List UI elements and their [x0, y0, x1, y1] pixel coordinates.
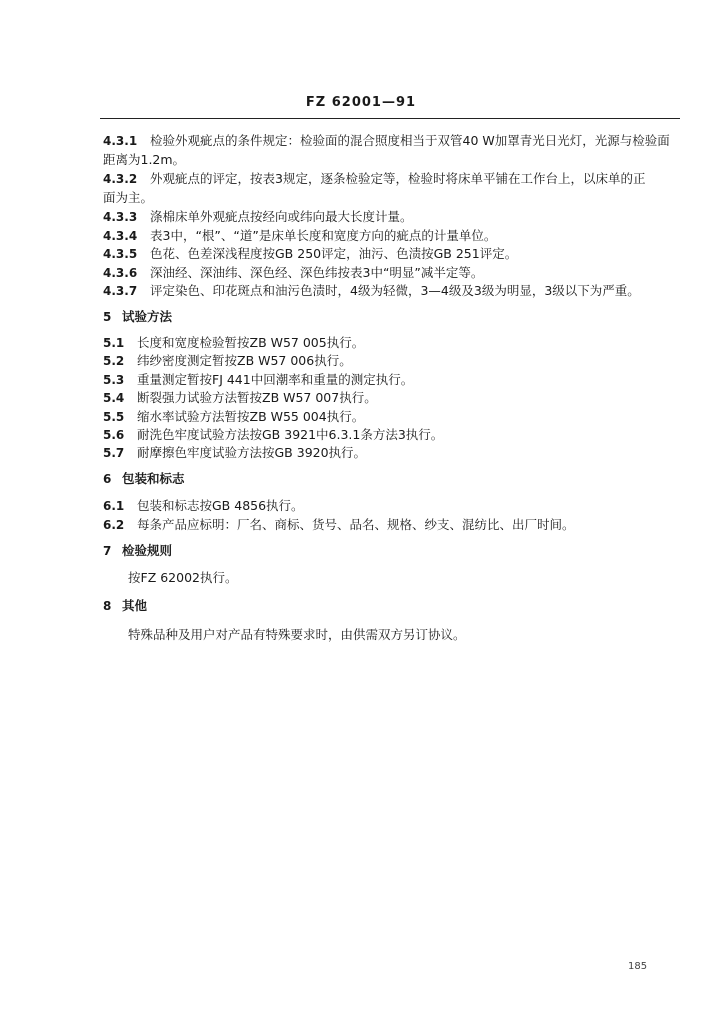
header-rule [100, 118, 680, 119]
section-8-text: 特殊品种及用户对产品有特殊要求时，由供需双方另订协议。 [128, 627, 466, 642]
section-8-title: 其他 [122, 598, 148, 613]
clause-4-3-4-number: 4.3.4 [103, 229, 138, 243]
section-7-title: 检验规则 [122, 543, 173, 558]
clause-4-3-6-text: 深油经、深油纬、深色经、深色纬按表3中“明显”减半定等。 [150, 265, 484, 280]
clause-4-3-7-text: 评定染色、印花斑点和油污色渍时，4级为轻微，3—4级及3级为明显，3级以下为严重。 [150, 283, 640, 298]
section-8-number: 8 [103, 599, 112, 613]
clause-4-3-3-text: 涤棉床单外观疵点按经向或纬向最大长度计量。 [150, 209, 413, 224]
clause-6-2-number: 6.2 [103, 518, 125, 532]
clause-5-1-text: 长度和宽度检验暂按ZB W57 005执行。 [137, 335, 365, 350]
clause-5-6-number: 5.6 [103, 428, 125, 442]
clause-5-3-number: 5.3 [103, 373, 125, 387]
clause-5-1-number: 5.1 [103, 336, 125, 350]
clause-4-3-1-number: 4.3.1 [103, 134, 138, 148]
clause-4-3-7-number: 4.3.7 [103, 284, 138, 298]
section-6-title: 包装和标志 [122, 471, 185, 486]
clause-4-3-5-number: 4.3.5 [103, 247, 138, 261]
clause-4-3-2-number: 4.3.2 [103, 172, 138, 186]
section-7-text: 按FZ 62002执行。 [128, 570, 238, 585]
clause-4-3-6-number: 4.3.6 [103, 266, 138, 280]
clause-6-1-text: 包装和标志按GB 4856执行。 [137, 498, 304, 513]
clause-5-2-text: 纬纱密度测定暂按ZB W57 006执行。 [137, 353, 352, 368]
clause-5-3-text: 重量测定暂按FJ 441中回潮率和重量的测定执行。 [137, 372, 414, 387]
clause-6-1-number: 6.1 [103, 499, 125, 513]
section-5-title: 试验方法 [122, 309, 173, 324]
clause-4-3-2-text-line1: 外观疵点的评定，按表3规定，逐条检验定等，检验时将床单平铺在工作台上，以床单的正 [150, 171, 646, 186]
clause-5-2-number: 5.2 [103, 354, 125, 368]
clause-4-3-2-text-line2: 面为主。 [103, 190, 154, 205]
clause-4-3-3-number: 4.3.3 [103, 210, 138, 224]
clause-4-3-4-text: 表3中，“根”、“道”是床单长度和宽度方向的疵点的计量单位。 [150, 228, 497, 243]
clause-5-7-number: 5.7 [103, 446, 125, 460]
clause-5-7-text: 耐摩擦色牢度试验方法按GB 3920执行。 [137, 445, 367, 460]
clause-4-3-5-text: 色花、色差深浅程度按GB 250评定，油污、色渍按GB 251评定。 [150, 246, 518, 261]
clause-5-4-number: 5.4 [103, 391, 125, 405]
section-7-number: 7 [103, 544, 112, 558]
clause-5-6-text: 耐洗色牢度试验方法按GB 3921中6.3.1条方法3执行。 [137, 427, 444, 442]
page-number: 185 [628, 961, 648, 972]
clause-6-2-text: 每条产品应标明：厂名、商标、货号、品名、规格、纱支、混纺比、出厂时间。 [137, 517, 575, 532]
document-code-header: FZ 62001—91 [305, 95, 417, 110]
clause-5-5-text: 缩水率试验方法暂按ZB W55 004执行。 [137, 409, 365, 424]
clause-5-4-text: 断裂强力试验方法暂按ZB W57 007执行。 [137, 390, 377, 405]
clause-4-3-1-text-line2: 距离为1.2m。 [103, 152, 186, 167]
section-6-number: 6 [103, 472, 112, 486]
clause-4-3-1-text-line1: 检验外观疵点的条件规定：检验面的混合照度相当于双管40 W加罩青光日光灯，光源与检验面 [150, 133, 670, 148]
section-5-number: 5 [103, 310, 112, 324]
clause-5-5-number: 5.5 [103, 410, 125, 424]
